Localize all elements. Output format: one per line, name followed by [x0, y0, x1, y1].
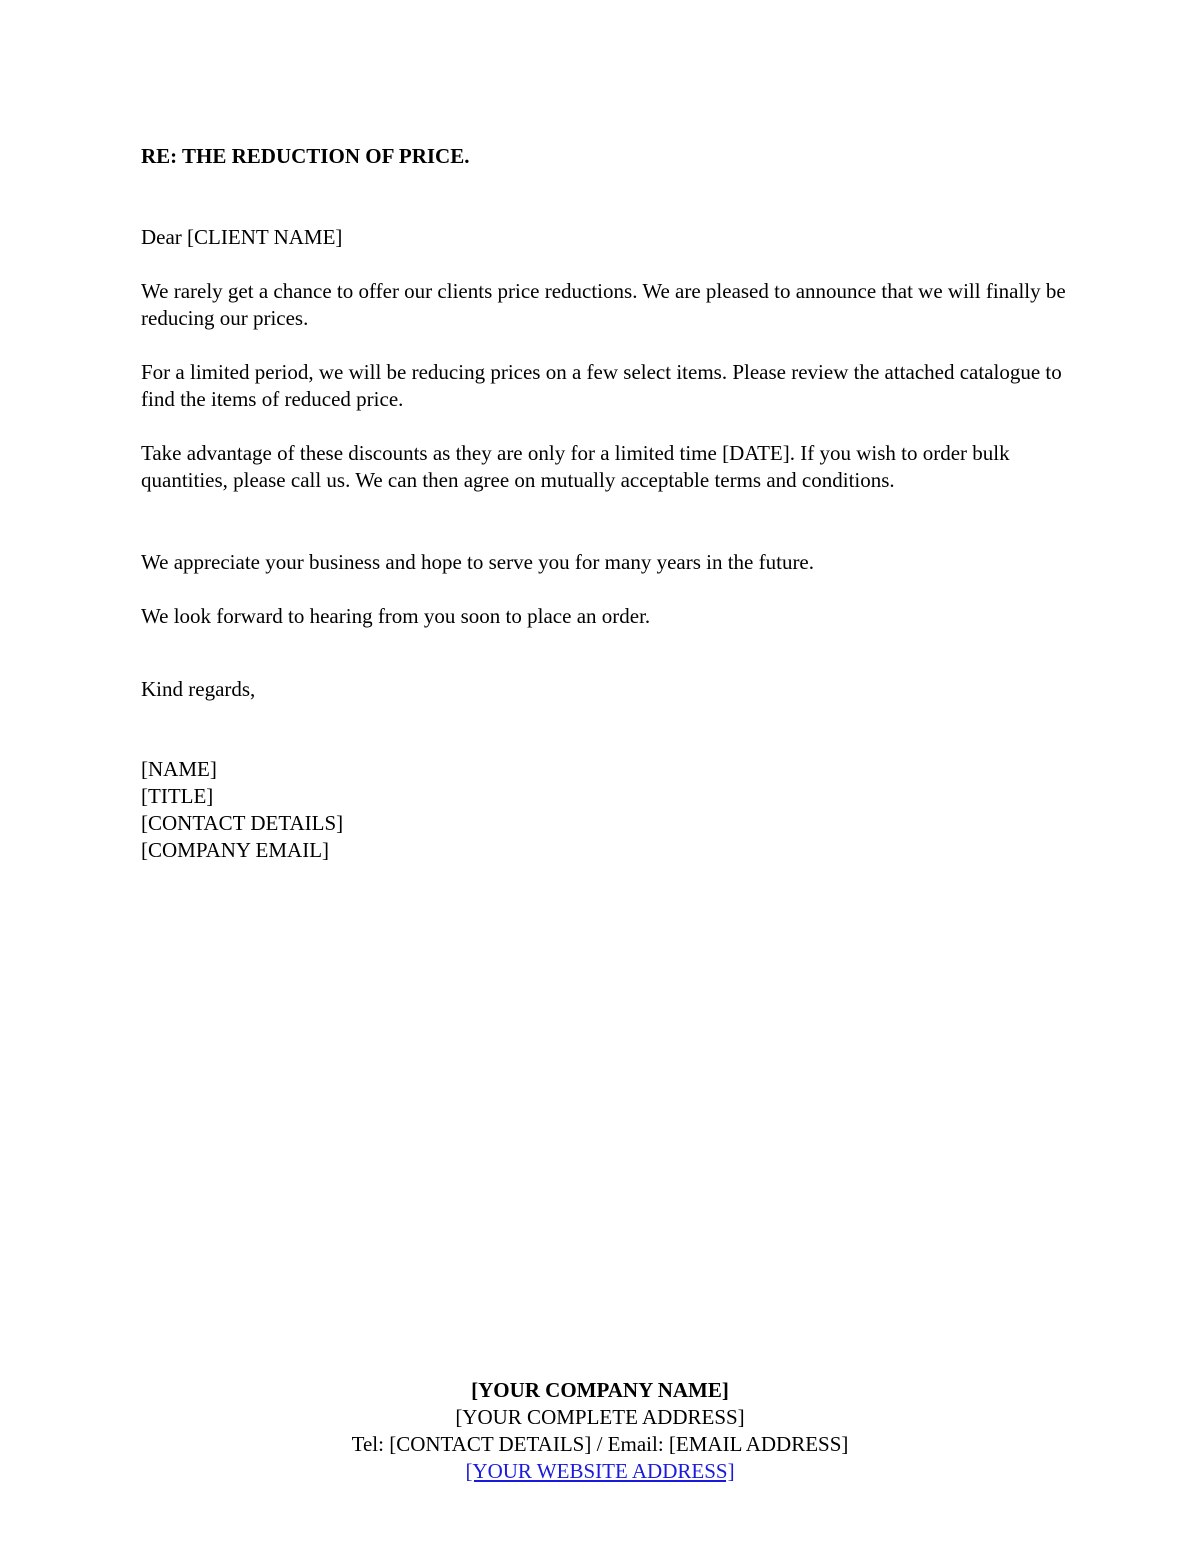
letterhead-footer [0, 1377, 1200, 1485]
footer-address: [YOUR COMPLETE ADDRESS] [455, 1405, 745, 1429]
letter-closing: Kind regards, [141, 677, 256, 701]
signature-email: [COMPANY EMAIL] [141, 838, 330, 862]
footer-website-link[interactable]: [YOUR WEBSITE ADDRESS] [465, 1459, 735, 1483]
letter-subject: RE: THE REDUCTION OF PRICE. [141, 144, 470, 168]
letter-paragraph-3: Take advantage of these discounts as they are only for a limited time [DATE]. If you wish to order bulk quantities, please call us. We can then agree on mutually acceptable terms and conditions. [141, 441, 1010, 492]
signature-block [141, 756, 343, 864]
signature-name: [NAME] [141, 757, 217, 781]
letter-paragraph-1: We rarely get a chance to offer our clients price reductions. We are pleased to announce that we will finally be reducing our prices. [141, 279, 1066, 330]
footer-company-name: [YOUR COMPANY NAME] [471, 1378, 729, 1402]
letter-paragraph-2: For a limited period, we will be reducing prices on a few select items. Please review the attached catalogue to find the items of reduced price. [141, 360, 1062, 411]
letter-paragraph-4: We appreciate your business and hope to serve you for many years in the future. [141, 550, 815, 574]
letter-paragraph-5: We look forward to hearing from you soon to place an order. [141, 604, 651, 628]
signature-title: [TITLE] [141, 784, 214, 808]
letter-salutation: Dear [CLIENT NAME] [141, 225, 343, 249]
footer-contact-line: Tel: [CONTACT DETAILS] / Email: [EMAIL ADDRESS] [351, 1432, 849, 1456]
signature-contact: [CONTACT DETAILS] [141, 811, 344, 835]
